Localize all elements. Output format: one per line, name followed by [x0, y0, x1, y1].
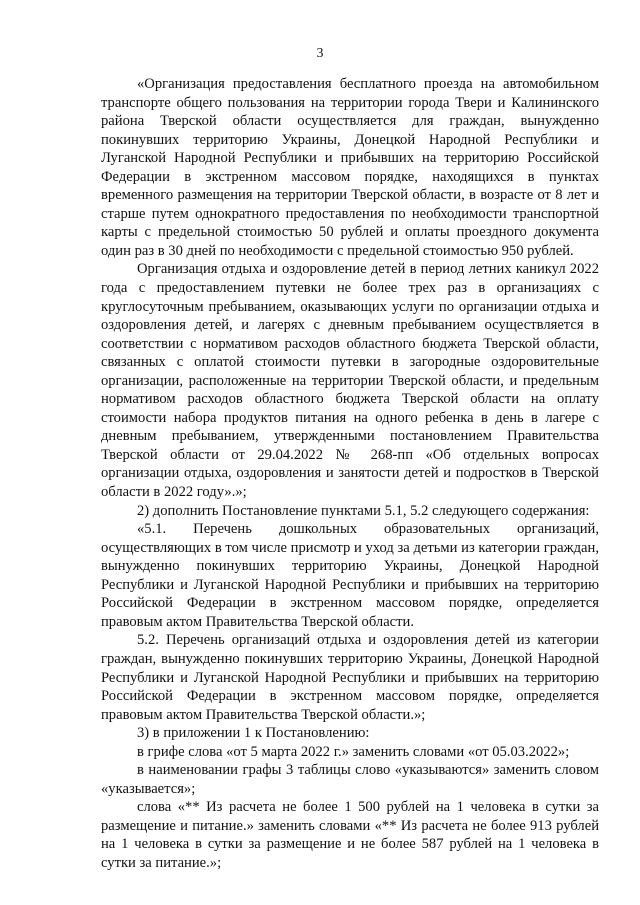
paragraph-item-5-1: «5.1. Перечень дошкольных образовательных организаций, осуществляющих в том числе присмотр и уход за детьми из категории граждан, вынужденно покинувших территорию Украины, Донецкой Народной Республики и Луганской Народной Республики и прибывших на территорию Российской Федерации в экстренном массовом порядке, определяется правовым актом Правительства Тверской области.	[101, 521, 599, 630]
paragraph-column-name: в наименовании графы 3 таблицы слово «указываются» заменить словом «указывается»;	[101, 762, 599, 797]
paragraph-footnote-replace: слова «** Из расчета не более 1 500 рублей на 1 человека в сутки за размещение и питание.» заменить словами «** Из расчета не более 913 рублей на 1 человека в сутки за размещение и не более 587 рублей на 1 человека в сутки за питание.»;	[101, 799, 599, 871]
paragraph-free-transport: «Организация предоставления бесплатного проезда на автомобильном транспорте общего пользования на территории города Твери и Калининского района Тверской области осуществляется для граждан, вынужденно покинувших территорию Украины, Донецкой Народной Республики и Луганской Народной Республики и прибывших на территорию Российской Федерации в экстренном массовом порядке, находящихся в пунктах временного размещения на территории Тверской области, в возрасте от 8 лет и старше путем однократного предоставления по необходимости транспортной карты с предельной стоимостью 50 рублей и оплаты проездного документа один раз в 30 дней по необходимости с предельной стоимостью 950 рублей.	[101, 76, 599, 259]
paragraph-amendment-3: 3) в приложении 1 к Постановлению:	[137, 725, 370, 742]
document-body	[101, 75, 599, 873]
paragraph-header-date: в грифе слова «от 5 марта 2022 г.» заменить словами «от 05.03.2022»;	[137, 743, 570, 760]
paragraph-item-5-2: 5.2. Перечень организаций отдыха и оздоровления детей из категории граждан, вынужденно покинувших территорию Украины, Донецкой Народной Республики и Луганской Народной Республики и прибывших на территорию Российской Федерации в экстренном массовом порядке, определяется правовым актом Правительства Тверской области.»;	[101, 632, 599, 723]
paragraph-amendment-2: 2) дополнить Постановление пунктами 5.1, 5.2 следующего содержания:	[137, 502, 590, 519]
paragraph-children-recreation: Организация отдыха и оздоровление детей в период летних каникул 2022 года с предоставлением путевки не более трех раз в организациях с круглосуточным пребыванием, оказывающих услуги по организации отдыха и оздоровления детей, и лагерях с дневным пребыванием осуществляется в соответствии с нормативом расходов областного бюджета Тверской области, связанных с оплатой стоимости путевки в загородные оздоровительные организации, расположенные на территории Тверской области, и предельным нормативом расходов областного бюджета Тверской области на оплату стоимости набора продуктов питания на одного ребенка в день в лагере с дневным пребыванием, утвержденными постановлением Правительства Тверской области от 29.04.2022 № 268-пп «Об отдельных вопросах организации отдыха, оздоровления и занятости детей и подростков в Тверской области в 2022 году».»;	[101, 261, 599, 501]
page-number: 3	[316, 46, 324, 61]
